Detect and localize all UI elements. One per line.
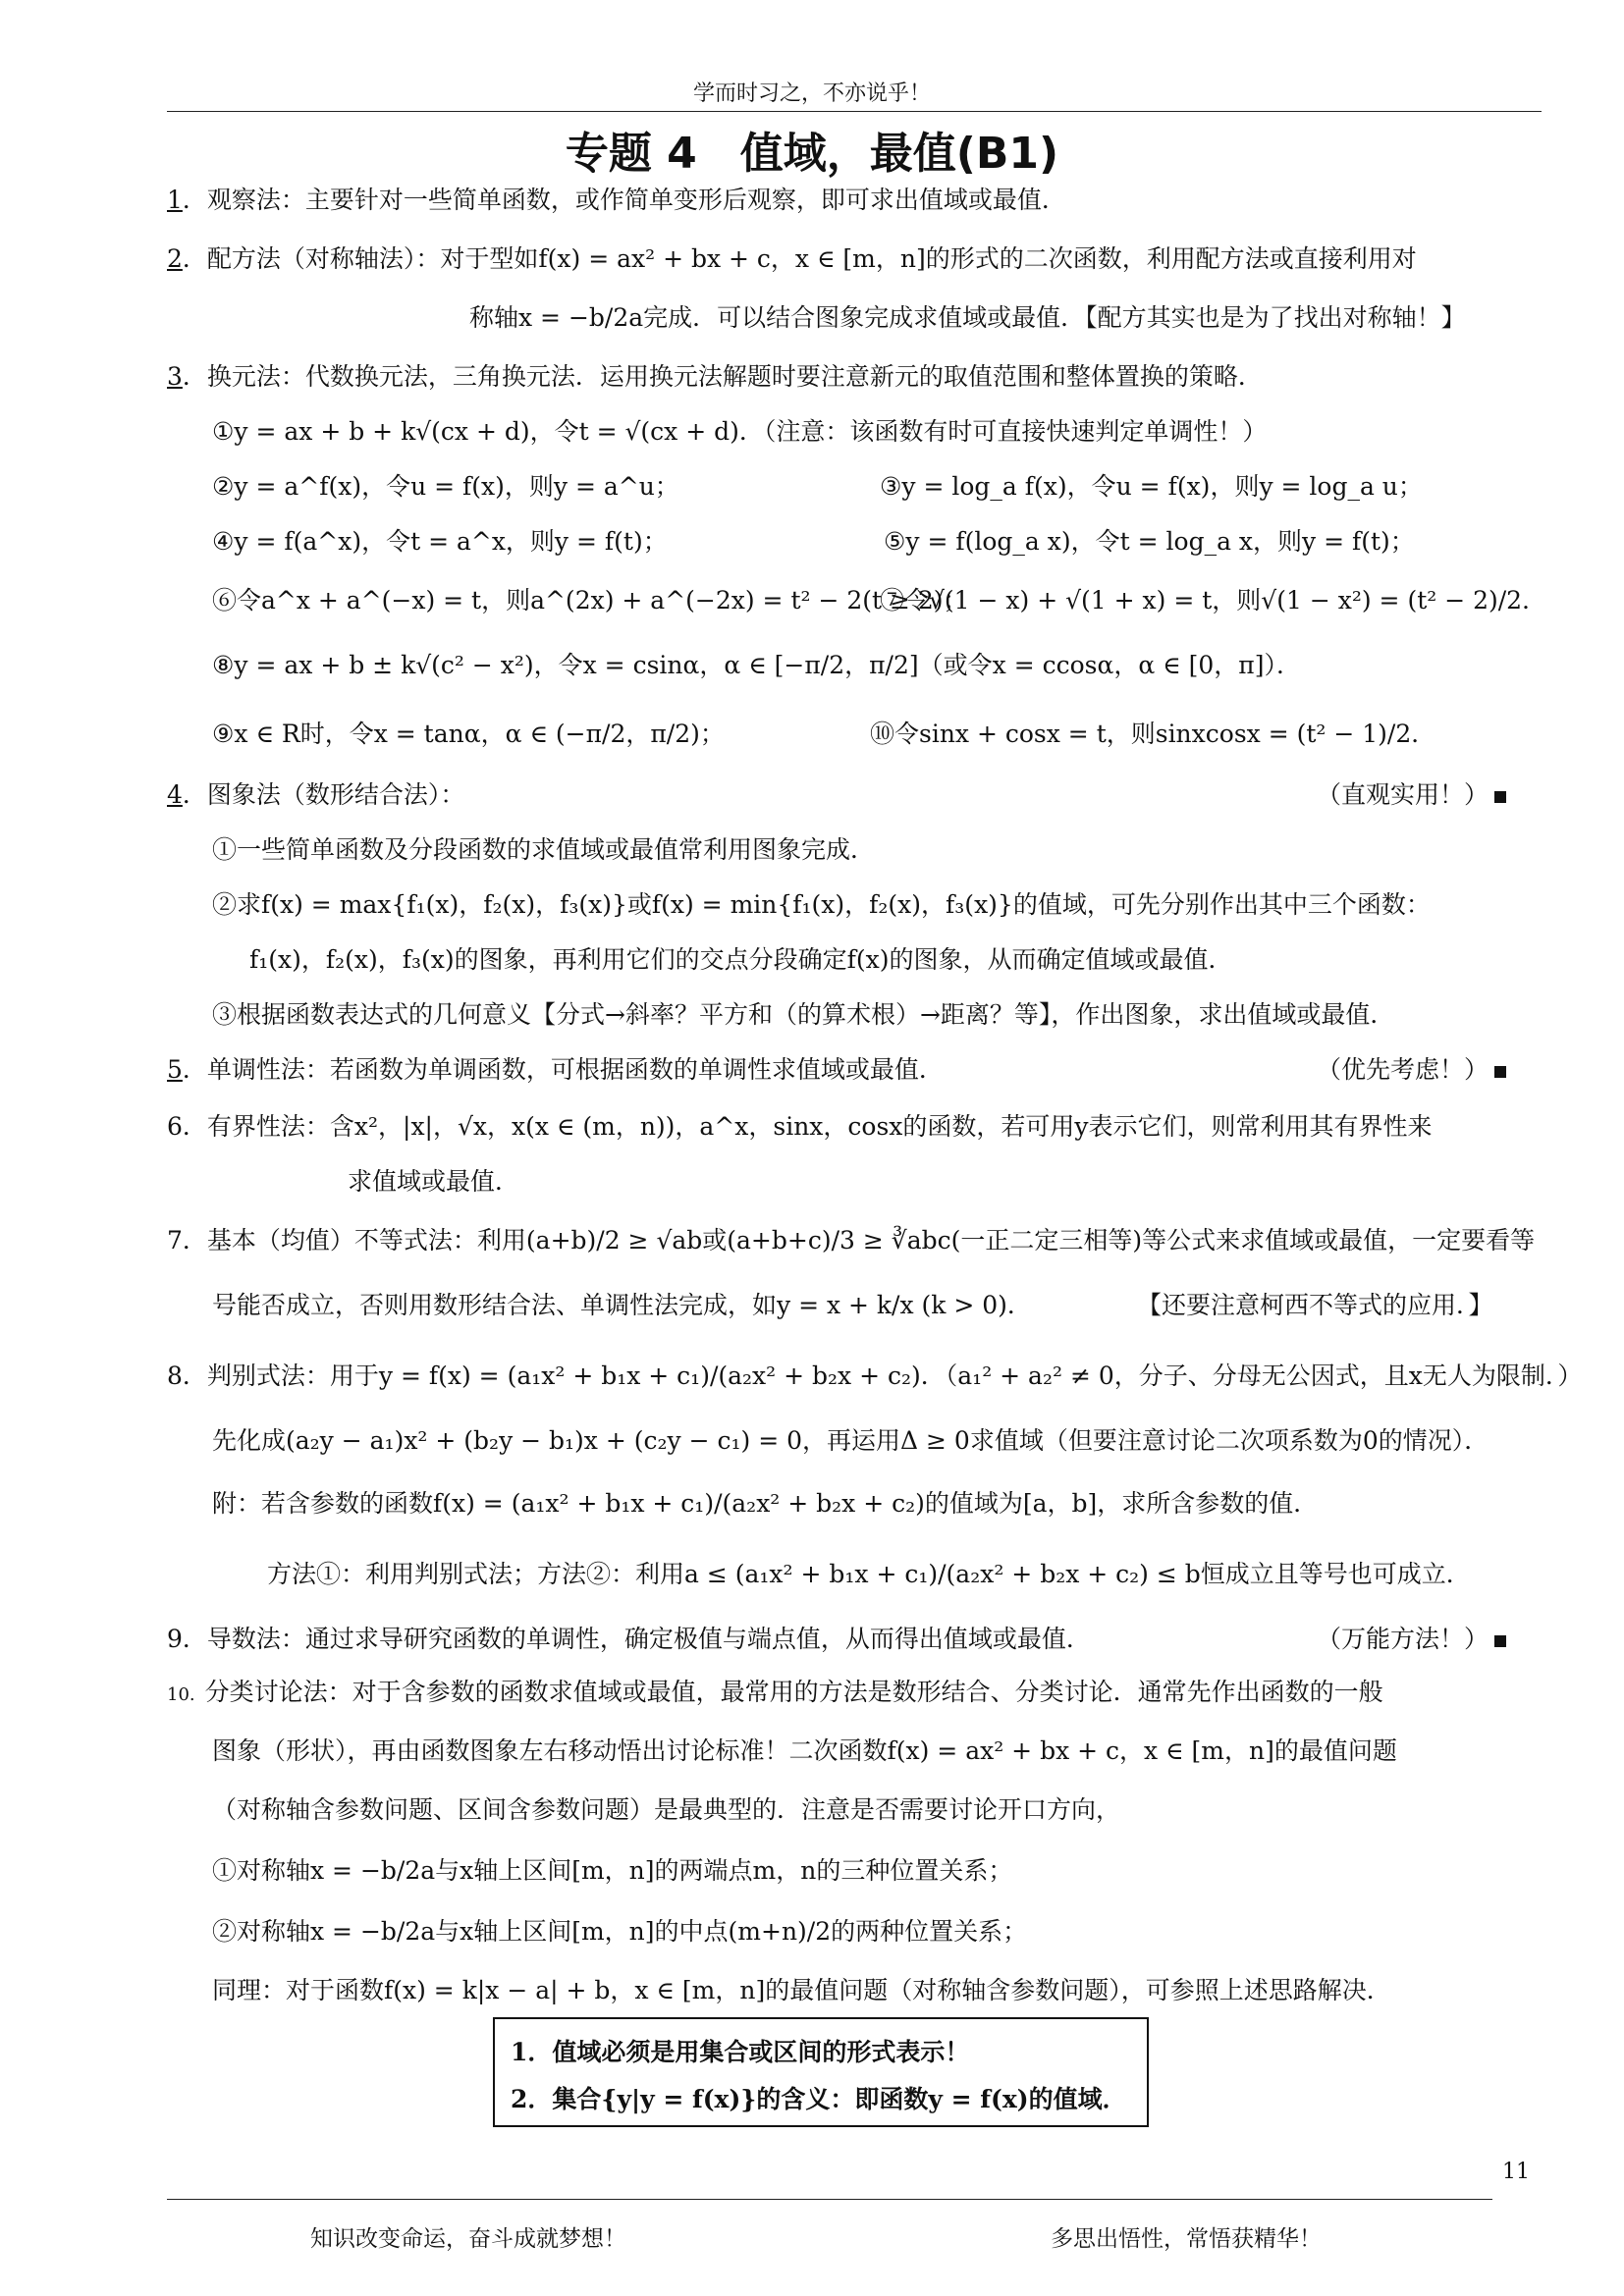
page-number: 11 (1502, 2160, 1530, 2184)
item-2-line-2: 称轴x = −b/2a完成．可以结合图象完成求值域或最值．【配方其实也是为了找出对称轴！】 (469, 303, 1466, 332)
summary-box (493, 2017, 1149, 2127)
item-8-line-4: 方法①：利用判别式法；方法②：利用a ≤ (a₁x² + b₁x + c₁)/(a₂x² + b₂x + c₂) ≤ b恒成立且等号也可成立． (267, 1560, 1471, 1588)
item-10-line-3: （对称轴含参数问题、区间含参数问题）是最典型的．注意是否需要讨论开口方向， (212, 1795, 1121, 1824)
item-number: 1 (167, 186, 183, 214)
item-3-line-1 (167, 359, 1263, 395)
item-text: ．有界性法：含x²，|x|，√x，x(x ∈ (m，n))，a^x，sinx，cosx的函数，若可用y表示它们，则常利用其有界性来 (182, 1112, 1433, 1141)
item-10-line-1 (167, 1675, 1383, 1713)
item-3-sub-7: ⑦令√(1 − x) + √(1 + x) = t，则√(1 − x²) = (t² − 2)/2． (880, 586, 1547, 614)
item-text: ．换元法：代数换元法，三角换元法．运用换元法解题时要注意新元的取值范围和整体置换的策略． (182, 362, 1263, 391)
item-4-sub-1: ①一些简单函数及分段函数的求值域或最值常利用图象完成． (212, 835, 876, 864)
item-number: 4 (167, 780, 183, 809)
item-10-line-2: 图象（形状），再由函数图象左右移动悟出讨论标准！二次函数f(x) = ax² + bx + c，x ∈ [m，n]的最值问题 (212, 1736, 1397, 1765)
item-text: ．配方法（对称轴法）：对于型如f(x) = ax² + bx + c，x ∈ [m，n]的形式的二次函数，利用配方法或直接利用对 (182, 244, 1417, 273)
square-bullet-icon (1494, 791, 1506, 803)
item-8-line-3: 附：若含参数的函数f(x) = (a₁x² + b₁x + c₁)/(a₂x² + b₂x + c₂)的值域为[a，b]，求所含参数的值． (212, 1489, 1319, 1518)
note-text: （直观实用！） (1316, 780, 1489, 809)
item-8-line-2: 先化成(a₂y − a₁)x² + (b₂y − b₁)x + (c₂y − c₁) = 0，再运用Δ ≥ 0求值域（但要注意讨论二次项系数为0的情况）． (212, 1426, 1489, 1455)
item-text: ．判别式法：用于y = f(x) = (a₁x² + b₁x + c₁)/(a₂x² + b₂x + c₂)．（a₁² + a₂² ≠ 0，分子、分母无公因式，且x无人为限制．） (182, 1362, 1583, 1390)
item-7-line-1 (167, 1223, 1535, 1258)
item-4-line-1 (167, 777, 464, 813)
summary-line-2: 2．集合{y|y = f(x)}的含义：即函数y = f(x)的值域． (511, 2085, 1127, 2113)
item-5-note (1317, 1052, 1506, 1088)
page-title: 专题 4 值域，最值(B1) (565, 129, 1059, 179)
item-9-note (1317, 1622, 1506, 1657)
note-text: （万能方法！） (1316, 1625, 1489, 1653)
item-text: ．图象法（数形结合法）： (182, 780, 465, 809)
item-3-sub-5: ⑤y = f(log_a x)，令t = log_a x，则y = f(t)； (884, 527, 1415, 556)
item-9 (167, 1622, 1091, 1657)
item-3-sub-3: ③y = log_a f(x)，令u = f(x)，则y = log_a u； (880, 472, 1423, 501)
square-bullet-icon (1494, 1066, 1506, 1078)
item-7-line-2: 号能否成立，否则用数形结合法、单调性法完成，如y = x + k/x (k > 0)． (212, 1291, 1032, 1319)
footer-left-motto: 知识改变命运，奋斗成就梦想！ (310, 2226, 626, 2252)
item-3-sub-1: ①y = ax + b + k√(cx + d)，令t = √(cx + d)．（注意：该函数有时可直接快速判定单调性！） (212, 417, 1268, 446)
item-1 (167, 183, 1066, 218)
item-3-sub-8: ⑧y = ax + b ± k√(c² − x²)，令x = csinα，α ∈ [−π/2，π/2]（或令x = ccosα，α ∈ [0，π]）． (212, 651, 1301, 679)
summary-line-1: 1．值域必须是用集合或区间的形式表示！ (511, 2038, 970, 2066)
item-number: 9 (167, 1625, 183, 1653)
item-10-line-5: ②对称轴x = −b/2a与x轴上区间[m，n]的中点(m+n)/2的两种位置关系； (212, 1917, 1028, 1946)
item-text: ．观察法：主要针对一些简单函数，或作简单变形后观察，即可求出值域或最值． (182, 186, 1066, 214)
item-text: ．导数法：通过求导研究函数的单调性，确定极值与端点值，从而得出值域或最值． (182, 1625, 1091, 1653)
header-rule (167, 111, 1542, 112)
item-3-sub-2: ②y = a^f(x)，令u = f(x)，则y = a^u； (212, 472, 679, 501)
item-4-note (1317, 777, 1506, 813)
item-4-sub-2a: ②求f(x) = max{f₁(x)，f₂(x)，f₃(x)}或f(x) = min{f₁(x)，f₂(x)，f₃(x)}的值域，可先分别作出其中三个函数： (212, 890, 1431, 919)
item-text: 分类讨论法：对于含参数的函数求值域或最值，最常用的方法是数形结合、分类讨论．通常先作出函数的一般 (204, 1678, 1383, 1706)
item-10-line-6: 同理：对于函数f(x) = k|x − a| + b，x ∈ [m，n]的最值问题（对称轴含参数问题），可参照上述思路解决． (212, 1976, 1391, 2004)
item-number: 7 (167, 1226, 183, 1255)
item-number: 10. (167, 1684, 195, 1705)
item-5 (167, 1052, 944, 1088)
square-bullet-icon (1494, 1635, 1506, 1647)
item-text: ．基本（均值）不等式法：利用(a+b)/2 ≥ √ab或(a+b+c)/3 ≥ ∛abc(一正二定三相等)等公式来求值域或最值，一定要看等 (182, 1226, 1536, 1255)
item-8-line-1 (167, 1359, 1582, 1394)
item-number: 3 (167, 362, 183, 391)
footer-right-motto: 多思出悟性，常悟获精华！ (1051, 2226, 1322, 2252)
item-number: 2 (167, 244, 183, 273)
item-3-sub-4: ④y = f(a^x)，令t = a^x，则y = f(t)； (212, 527, 668, 556)
item-number: 5 (167, 1055, 183, 1084)
note-text: （优先考虑！） (1316, 1055, 1489, 1084)
item-text: ．单调性法：若函数为单调函数，可根据函数的单调性求值域或最值． (182, 1055, 944, 1084)
item-4-sub-3: ③根据函数表达式的几何意义【分式→斜率？平方和（的算术根）→距离？等】，作出图象，求出值域或最值． (212, 1000, 1395, 1029)
item-3-sub-6: ⑥令a^x + a^(−x) = t，则a^(2x) + a^(−2x) = t² − 2(t ≥ 2)； (212, 586, 968, 614)
footer-rule (167, 2199, 1492, 2200)
item-6-line-1 (167, 1109, 1433, 1145)
item-number: 6 (167, 1112, 183, 1141)
item-7-line-2-note: 【还要注意柯西不等式的应用．】 (1137, 1291, 1493, 1319)
item-3-sub-9: ⑨x ∈ R时，令x = tanα，α ∈ (−π/2，π/2)； (212, 720, 725, 748)
item-2-line-1 (167, 241, 1417, 277)
item-number: 8 (167, 1362, 183, 1390)
item-10-line-4: ①对称轴x = −b/2a与x轴上区间[m，n]的两端点m，n的三种位置关系； (212, 1856, 1013, 1885)
item-4-sub-2b: f₁(x)，f₂(x)，f₃(x)的图象，再利用它们的交点分段确定f(x)的图象，从而确定值域或最值． (249, 945, 1233, 974)
item-6-line-2: 求值域或最值． (348, 1167, 520, 1196)
item-3-sub-10: ⑩令sinx + cosx = t，则sinxcosx = (t² − 1)/2． (870, 720, 1436, 748)
header-motto: 学而时习之，不亦说乎！ (692, 81, 931, 106)
